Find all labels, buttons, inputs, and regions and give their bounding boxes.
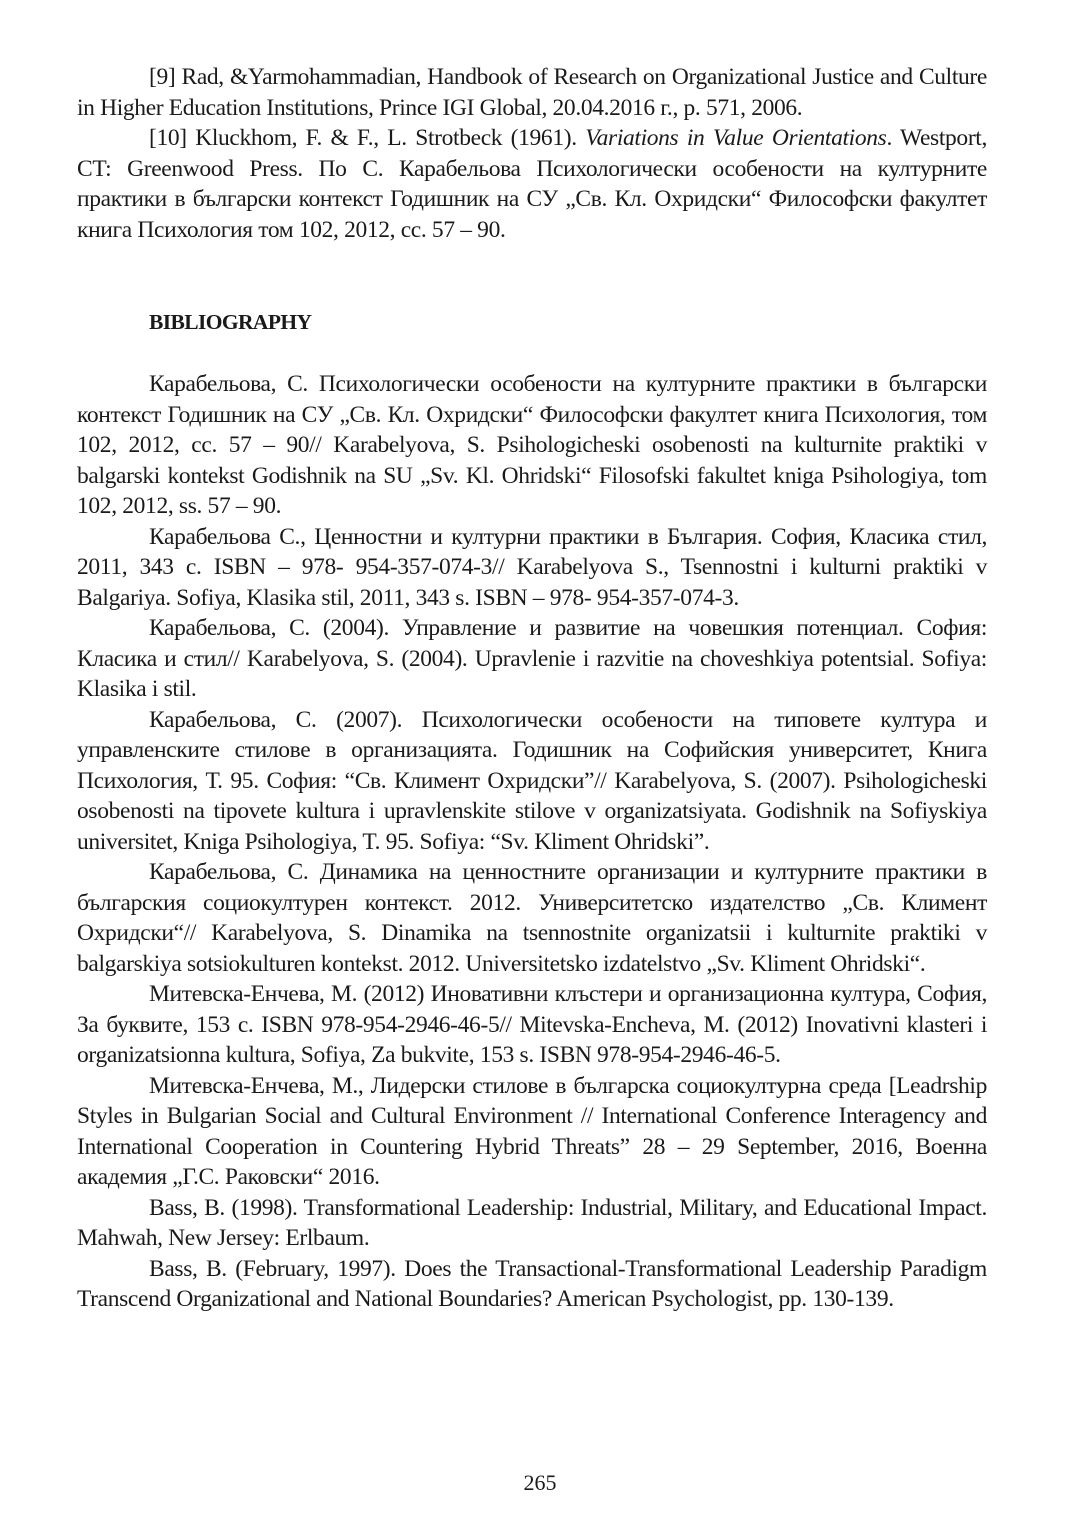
reference-9: [9] Rad, &Yarmohammadian, Handbook of Research on Organizational Justice and Culture in Higher Education Institutions, Prince IGI Global, 20.04.2016 г., p. 571, 2006.: [77, 64, 987, 121]
bibliography-entry: Карабельова С., Ценностни и културни практики в България. София, Класика стил, 2011, 343 с. ISBN – 978- 954-357-074-3// Karabelyova S., Tsennostni i kulturni praktiki v Balgariya. Sofiya, Klasika stil, 2011, 343 s. ISBN – 978- 954-357-074-3.: [77, 523, 987, 611]
bibliography-heading: BIBLIOGRAPHY: [149, 310, 312, 334]
reference-list: [77, 62, 987, 245]
bibliography-entry: Карабельова, С. (2007). Психологически особености на типовете култура и управленските стилове в организацията. Годишник на Софийския университет, Книга Психология, Т. 95. София: “Св. Климент Охридски”// Karabelyova, S. (2007). Psihologicheski osobenosti na tipovete kultura i upravlenskite stilove v organizatsiyata. Godishnik na Sofiyskiya universitet, Kniga Psihologiya, T. 95. Sofiya: “Sv. Kliment Ohridski”.: [77, 706, 987, 855]
book-title: Variations in Value Orientations: [585, 125, 887, 151]
bibliography-entry: Карабельова, С. Динамика на ценностните организации и културните практики в българския социокултурен контекст. 2012. Университетско издателство „Св. Климент Охридски“// Karabelyova, S. Dinamika na tsennostnite organizatsii i kulturnite praktiki v balgarskiya sotsiokulturen kontekst. 2012. Universitetsko izdatelstvo „Sv. Kliment Ohridski“.: [77, 859, 987, 977]
bibliography-entry: Митевска-Енчева, М. (2012) Иновативни клъстери и организационна култура, София, За буквите, 153 с. ISBN 978-954-2946-46-5// Mitevska-Encheva, M. (2012) Inovativni klasteri i organizatsionna kultura, Sofiya, Za bukvite, 153 s. ISBN 978-954-2946-46-5.: [77, 981, 987, 1068]
bibliography-list: [77, 369, 987, 1315]
bibliography-entry: Карабельова, С. (2004). Управление и развитие на човешкия потенциал. София: Класика и стил// Karabelyova, S. (2004). Upravlenie i razvitie na choveshkiya potentsial. Sofiya: Klasika i stil.: [77, 615, 987, 702]
page-number: 265: [523, 1470, 557, 1495]
bibliography-entry: Карабельова, С. Психологически особености на културните практики в български контекст Годишник на СУ „Св. Кл. Охридски“ Философски факултет книга Психология, том 102, 2012, сс. 57 – 90// Karabelyova, S. Psihologicheski osobenosti na kulturnite praktiki v balgarski kontekst Godishnik na SU „Sv. Kl. Ohridski“ Filosofski fakultet kniga Psihologiya, tom 102, 2012, ss. 57 – 90.: [77, 371, 987, 519]
bibliography-entry: Bass, B. (February, 1997). Does the Transactional-Transformational Leadership Paradigm Transcend Organizational and National Boundaries? American Psychologist, pp. 130-139.: [77, 1255, 987, 1312]
bibliography-entry: Bass, B. (1998). Transformational Leadership: Industrial, Military, and Educational Impact. Mahwah, New Jersey: Erlbaum.: [77, 1194, 987, 1251]
bibliography-entry: Митевска-Енчева, М., Лидерски стилове в българска социокултурна среда [Leadrship Styles in Bulgarian Social and Cultural Environment // International Conference Interagency and International Cooperation in Countering Hybrid Threats” 28 – 29 September, 2016, Военна академия „Г.С. Раковски“ 2016.: [77, 1072, 987, 1190]
reference-10: [10] Kluckhom, F. & F., L. Strotbeck (1961). Variations in Value Orientations. Westport, CT: Greenwood Press. По С. Карабельова Психологически особености на културните практики в български контекст Годишник на СУ „Св. Кл. Охридски“ Философски факултет книга Психология том 102, 2012, сс. 57 – 90.: [77, 125, 987, 243]
